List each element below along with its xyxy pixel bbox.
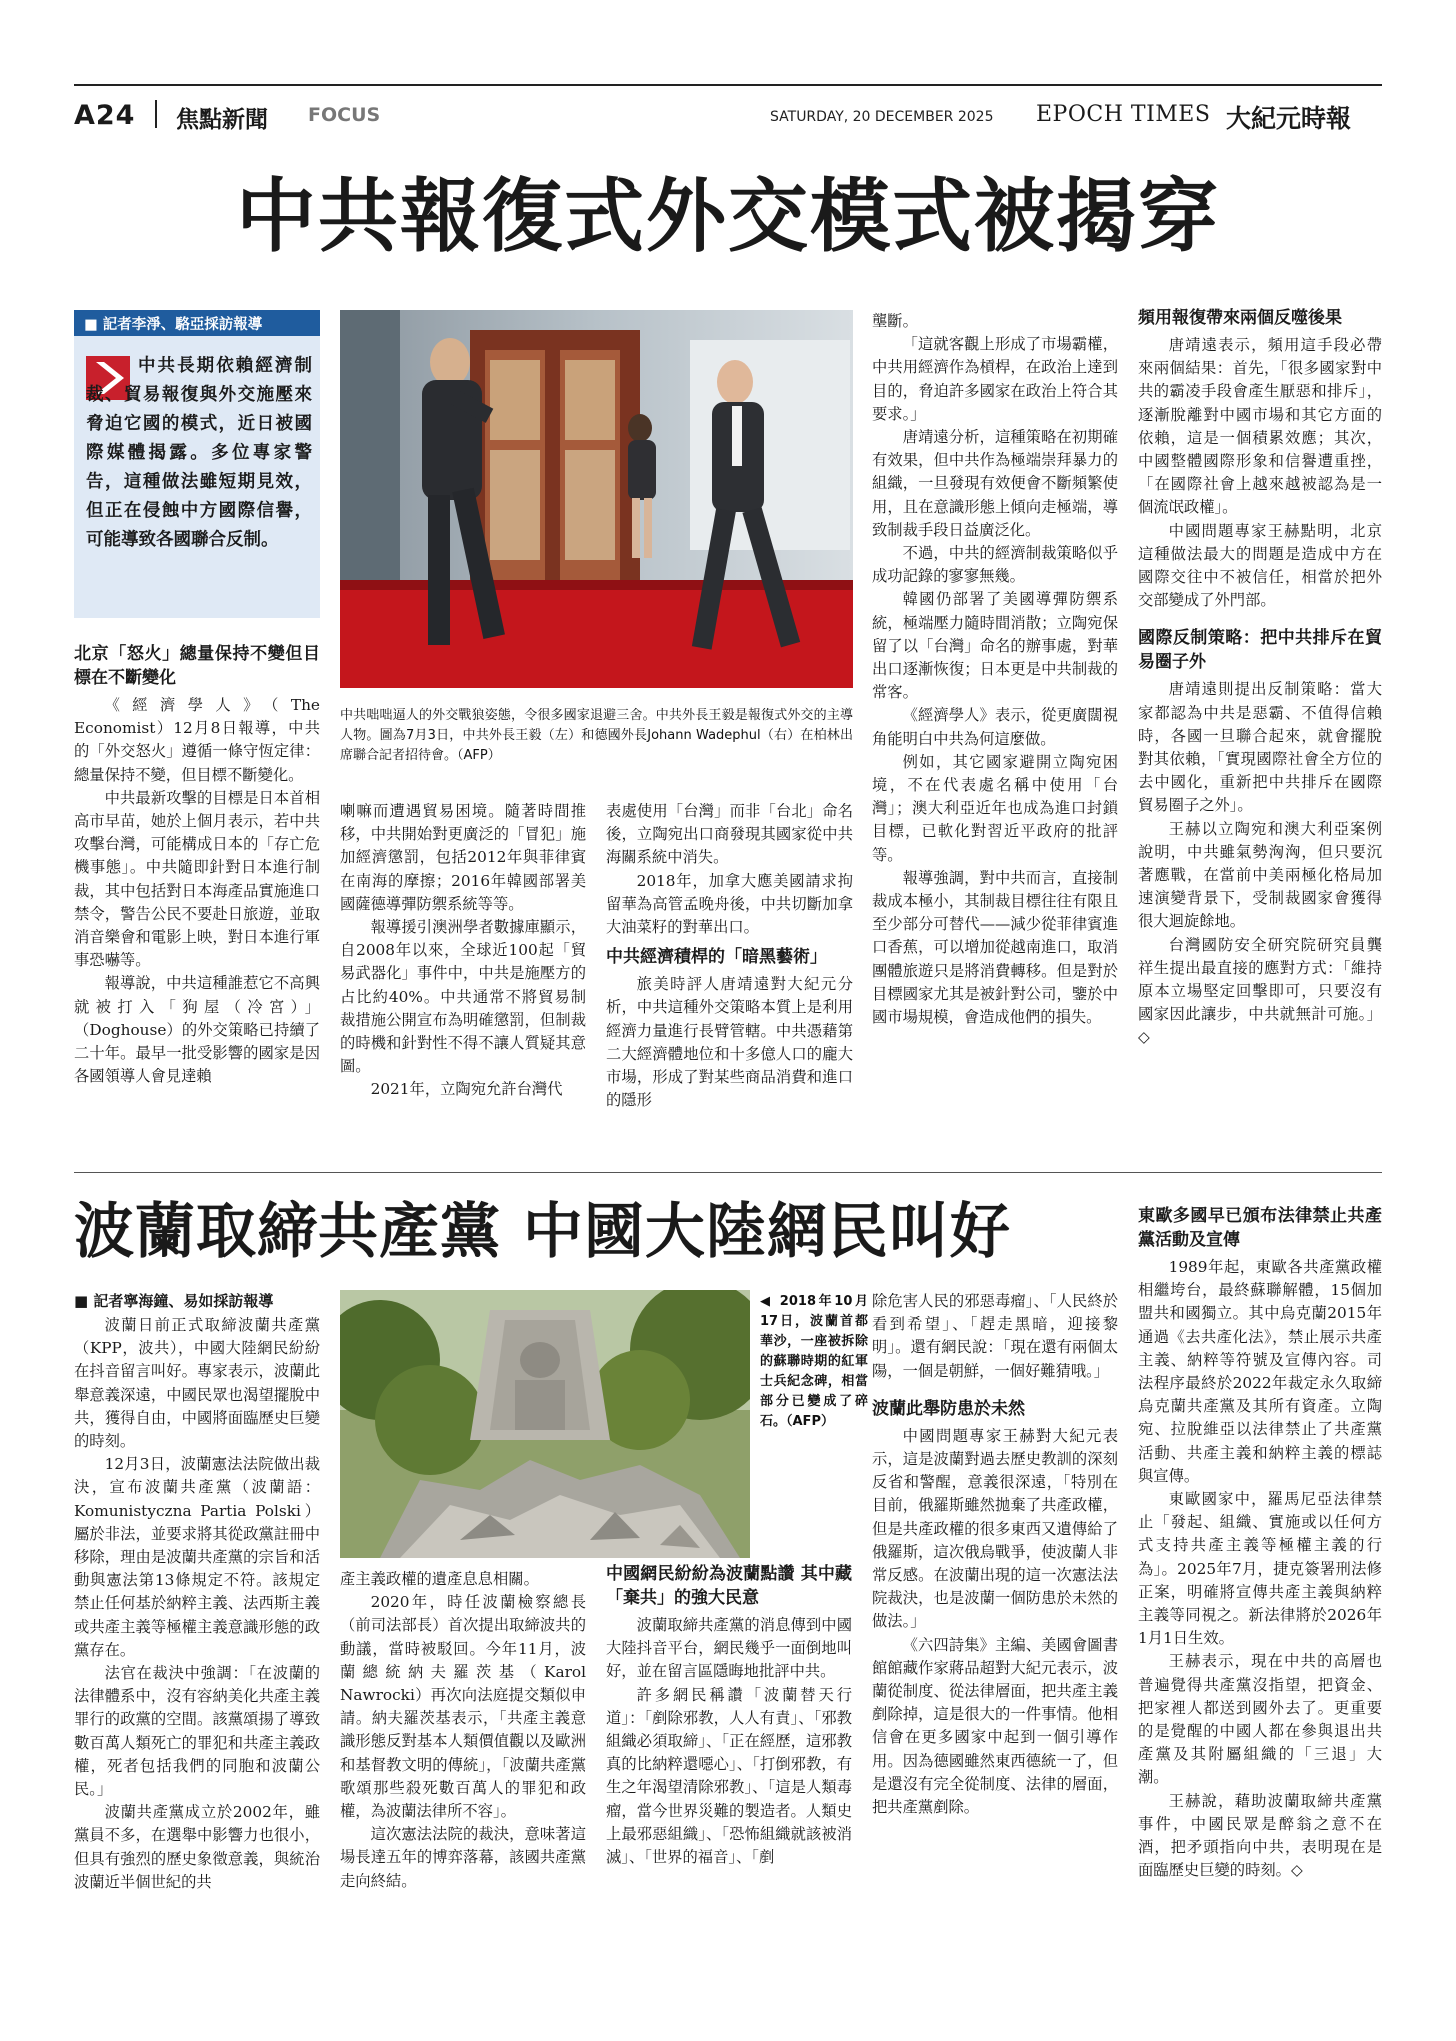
paragraph: 2018年，加拿大應美國請求拘留華為高管孟晚舟後，中共切斷加拿大油菜籽的對華出口。 bbox=[606, 871, 853, 937]
story1-lead: 中共長期依賴經濟制裁、貿易報復與外交施壓來脅迫它國的模式，近日被國際媒體揭露。多位專家警告，這種做法雖短期見效，但正在侵蝕中方國際信譽，可能導致各國聯合反制。 bbox=[86, 356, 312, 550]
paragraph: 中共最新攻擊的目標是日本首相高市早苗，她於上個月表示，若中共攻擊台灣，可能構成日本的「存亡危機事態」。中共隨即針對日本進行制裁，其中包括對日本海產品實施進口禁令，警告公民不要赴日旅遊，並取消音樂會和電影上映，對日本進行軍事恐嚇等。 bbox=[74, 788, 320, 970]
paragraph: 《六四詩集》主編、美國會圖書館館藏作家蔣品超對大紀元表示，波蘭從制度、從法律層面，把共產主義剷除掉，這是很大的一件事情。他相信會在更多國家中起到一個引導作用。因為德國雖然東西德統一了，但是還沒有完全從制度、法律的層面，把共產黨剷除。 bbox=[872, 1635, 1118, 1817]
story2-headline: 波蘭取締共產黨 中國大陸網民叫好 bbox=[74, 1197, 1011, 1267]
story1-subhead-4: 國際反制策略：把中共排斥在貿易圈子外 bbox=[1138, 628, 1382, 673]
paragraph: 「這就客觀上形成了市場霸權，中共用經濟作為槓桿，在政治上達到目的，脅迫許多國家在政治上符合其要求。」 bbox=[872, 335, 1118, 423]
paragraph: 《經濟學人》（The Economist）12月8日報導，中共的「外交怒火」遵循一條守恆定律：總量保持不變，但目標不斷變化。 bbox=[74, 696, 320, 784]
paragraph: 韓國仍部署了美國導彈防禦系統，極端壓力隨時間消散；立陶宛保留了以「台灣」命名的辦事處，對華出口逐漸恢復；日本更是中共制裁的常客。 bbox=[872, 590, 1118, 702]
paragraph: 2020年，時任波蘭檢察總長（前司法部長）首次提出取締波共的動議，當時被駁回。今年11月，波蘭總統納夫羅茨基（Karol Nawrocki）再次向法庭提交類似申請。納夫羅茨基表示，「共產主義意識形態反對基本人類價值觀以及歐洲和基督教文明的傳統」，「波蘭共產黨歌頌那些殺死數百萬人的罪犯和政權，為波蘭法律所不容」。 bbox=[340, 1593, 586, 1821]
issue-date: SATURDAY, 20 DECEMBER 2025 bbox=[770, 109, 994, 125]
story1-subhead-2: 中共經濟積桿的「暗黑藝術」 bbox=[606, 947, 827, 968]
paragraph: 例如，其它國家避開立陶宛困境，不在代表處名稱中使用「台灣」；澳大利亞近年也成為進口封鎖目標，已軟化對習近平政府的批評等。 bbox=[872, 752, 1118, 864]
paragraph: 壟斷。 bbox=[872, 312, 918, 330]
header-top-rule bbox=[74, 84, 1382, 86]
masthead-zh: 大紀元時報 bbox=[1226, 104, 1352, 133]
paragraph: 許多網民稱讚「波蘭替天行道」：「剷除邪教，人人有責」、「邪教組織必須取締」、「正在經歷，這邪教真的比納粹還噁心」、「打倒邪教，有生之年渴望清除邪教」、「這是人類毒瘤，當今世界災難的製造者。人類史上最邪惡組織」、「恐怖組織就該被消滅」、「世界的福音」、「剷 bbox=[606, 1685, 852, 1867]
section-name-en: FOCUS bbox=[308, 104, 381, 126]
story1-col3 bbox=[606, 800, 853, 1162]
paragraph: 王赫說，藉助波蘭取締共產黨事件，中國民眾是醉翁之意不在酒，把矛頭指向中共，表明現在是面臨歷史巨變的時刻。◇ bbox=[1138, 1791, 1382, 1880]
masthead-en: EPOCH TIMES bbox=[1036, 102, 1211, 127]
paragraph: 台灣國防安全研究院研究員龔祥生提出最直接的應對方式：「維持原本立場堅定回擊即可，只要沒有國家因此讓步，中共就無計可施。」◇ bbox=[1138, 935, 1382, 1047]
story2-subhead-2: 波蘭此舉防患於未然 bbox=[872, 1398, 1025, 1419]
story2-col3 bbox=[606, 1562, 852, 2004]
paragraph: 除危害人民的邪惡毒瘤」、「人民終於看到希望」、「趕走黑暗，迎接黎明」。還有網民說：「現在還有兩個太陽，一個是朝鮮，一個好難猜哦。」 bbox=[872, 1292, 1118, 1380]
story1-subhead-3: 頻用報復帶來兩個反噬後果 bbox=[1138, 308, 1342, 328]
paragraph: 不過，中共的經濟制裁策略似乎成功記錄的寥寥無幾。 bbox=[872, 544, 1118, 586]
story1-col1 bbox=[74, 642, 320, 1162]
story1-subhead-1: 北京「怒火」總量保持不變但目標在不斷變化 bbox=[74, 644, 320, 688]
story2-subhead-1: 中國網民紛紛為波蘭點讚 其中藏「棄共」的強大民意 bbox=[606, 1564, 852, 1608]
paragraph: 《經濟學人》表示，從更廣闊視角能明白中共為何這麼做。 bbox=[872, 706, 1118, 748]
paragraph: 2021年，立陶宛允許台灣代 bbox=[370, 1080, 563, 1099]
story1-photo bbox=[340, 310, 853, 688]
story1-headline: 中共報復式外交模式被揭穿 bbox=[236, 169, 1220, 263]
paragraph: 唐靖遠則提出反制策略：當大家都認為中共是惡霸、不值得信賴時，各國一旦聯合起來，就會擺脫對其依賴，「實現國際社會全方位的去中國化，重新把中共排斥在國際貿易圈子之外」。 bbox=[1138, 680, 1382, 815]
paragraph: 法官在裁決中強調：「在波蘭的法律體系中，沒有容納美化共產主義罪行的政黨的空間。該黨頌揚了導致數百萬人類死亡的罪犯和共產主義政權，死者包括我們的同胞和波蘭公民。」 bbox=[74, 1664, 320, 1799]
header-divider bbox=[155, 100, 157, 128]
story2-photo bbox=[340, 1290, 750, 1558]
paragraph: 王赫表示，現在中共的高層也普遍覺得共產黨沒指望，把資金、把家裡人都送到國外去了。更重要的是覺醒的中國人都在參與退出共產黨及其附屬組織的「三退」大潮。 bbox=[1138, 1652, 1382, 1787]
paragraph: 波蘭日前正式取締波蘭共產黨（KPP，波共），中國大陸網民紛紛在抖音留言叫好。專家表示，波蘭此舉意義深遠，中國民眾也渴望擺脫中共，獲得自由，中國將面臨歷史巨變的時刻。 bbox=[74, 1316, 320, 1451]
paragraph: 報導援引澳洲學者數據庫顯示，自2008年以來，全球近100起「貿易武器化」事件中，中共是施壓方的占比約40%。中共通常不將貿易制裁措施公開宣布為明確懲罰，但制裁的時機和針對性不得不讓人質疑其意圖。 bbox=[340, 918, 586, 1076]
story1-photo-caption: 中共咄咄逼人的外交戰狼姿態，令很多國家退避三舍。中共外長王毅是報復式外交的主導人物。圖為7月3日，中共外長王毅（左）和德國外長Johann Wadephul（右）在柏林出席聯合記者招待會。（AFP） bbox=[340, 708, 853, 763]
paragraph: 旅美時評人唐靖遠對大紀元分析，中共這種外交策略本質上是利用經濟力量進行長臂管轄。中共憑藉第二大經濟體地位和十多億人口的龐大市場，形成了對某些商品消費和進口的隱形 bbox=[606, 975, 853, 1110]
section-name: 焦點新聞 bbox=[176, 107, 268, 133]
story1-col5 bbox=[1138, 306, 1382, 1162]
story2-col4 bbox=[872, 1290, 1118, 2004]
paragraph: 王赫以立陶宛和澳大利亞案例說明，中共雖氣勢洶洶，但只要沉著應戰，在當前中美兩極化格局加速演變背景下，受制裁國家會獲得很大迴旋餘地。 bbox=[1138, 819, 1382, 931]
story1-col4 bbox=[872, 310, 1118, 1162]
paragraph: 12月3日，波蘭憲法法院做出裁決，宣布波蘭共產黨（波蘭語：Komunistyczna Partia Polski）屬於非法，並要求將其從政黨註冊中移除，理由是波蘭共產黨的宗旨和活動與憲法第13條規定不符。該規定禁止任何基於納粹主義、法西斯主義或共產主義等極權主義意識形態的政黨存在。 bbox=[74, 1455, 320, 1659]
paragraph: 產主義政權的遺產息息相關。 bbox=[340, 1570, 539, 1588]
story-divider bbox=[74, 1172, 1382, 1173]
story2-photo-caption: ◀ 2018年10月17日，波蘭首都華沙，一座被拆除的蘇聯時期的紅軍士兵紀念碑，相當部分已變成了碎石。（AFP） bbox=[760, 1294, 868, 1429]
paragraph: 喇嘛而遭遇貿易困境。隨著時間推移，中共開始對更廣泛的「冒犯」施加經濟懲罰，包括2012年與菲律賓在南海的摩擦；2016年韓國部署美國薩德導彈防禦系統等等。 bbox=[340, 802, 586, 913]
paragraph: 報導強調，對中共而言，直接制裁成本極小，其制裁目標往往有限且至少部分可替代——減少從菲律賓進口香蕉，可以增加從越南進口，取消團體旅遊只是將消費轉移。但是對於目標國家尤其是被針對公司，鑒於中國市場規模，會造成他們的損失。 bbox=[872, 868, 1118, 1027]
paragraph: 表處使用「台灣」而非「台北」命名後，立陶宛出口商發現其國家從中共海關系統中消失。 bbox=[606, 802, 853, 867]
paragraph: 唐靖遠表示，頻用這手段必帶來兩個結果：首先，「很多國家對中共的霸凌手段會產生厭惡和排斥」，逐漸脫離對中國市場和其它方面的依賴，這是一個積累效應；其次，中國整體國際形象和信譽遭重挫，「在國際社會上越來越被認為是一個流氓政權」。 bbox=[1138, 336, 1382, 517]
story2-col1 bbox=[74, 1314, 320, 2004]
paragraph: 這次憲法法院的裁決，意味著這場長達五年的博弈落幕，該國共產黨走向終結。 bbox=[340, 1825, 586, 1890]
page-number: A24 bbox=[74, 100, 136, 131]
story1-col2 bbox=[340, 800, 586, 1162]
story2-col2 bbox=[340, 1568, 586, 2004]
paragraph: 1989年起，東歐各共產黨政權相繼垮台，最終蘇聯解體，15個加盟共和國獨立。其中烏克蘭2015年通過《去共產化法》，禁止展示共產主義、納粹等符號及宣傳內容。司法程序最終於2022年裁定永久取締烏克蘭共產黨及其所有資產。立陶宛、拉脫維亞以法律禁止了共產黨活動、共產主義和納粹主義的標誌與宣傳。 bbox=[1138, 1258, 1382, 1485]
paragraph: 波蘭取締共產黨的消息傳到中國大陸抖音平台，網民幾乎一面倒地叫好，並在留言區隱晦地批評中共。 bbox=[606, 1616, 852, 1681]
paragraph: 東歐國家中，羅馬尼亞法律禁止「發起、組織、實施或以任何方式支持共產主義等極權主義的行為」。2025年7月，捷克簽署刑法修正案，明確將宣傳共產主義與納粹主義等同視之。新法律將於2026年1月1日生效。 bbox=[1138, 1490, 1382, 1648]
paragraph: 波蘭共產黨成立於2002年，雖黨員不多，在選舉中影響力也很小，但具有強烈的歷史象徵意義，與統治波蘭近半個世紀的共 bbox=[74, 1803, 320, 1891]
story2-subhead-3: 東歐多國早已頒布法律禁止共產黨活動及宣傳 bbox=[1138, 1206, 1382, 1250]
paragraph: 中國問題專家王赫點明，北京這種做法最大的問題是造成中方在國際交往中不被信任，相當於把外交部變成了外門部。 bbox=[1138, 521, 1382, 610]
paragraph: 中國問題專家王赫對大紀元表示，這是波蘭對過去歷史教訓的深刻反省和警醒，意義很深遠，「特別在目前，俄羅斯雖然拋棄了共產政權，但是共產政權的很多東西又遺傳給了俄羅斯，這次俄烏戰爭，使波蘭人非常反感。在波蘭出現的這一次憲法法院裁決，也是波蘭一個防患於未然的做法。」 bbox=[872, 1426, 1118, 1631]
story2-col5 bbox=[1138, 1204, 1382, 2004]
story1-byline: ■ 記者李淨、駱亞採訪報導 bbox=[84, 317, 263, 333]
story2-byline: ■ 記者寧海鐘、易如採訪報導 bbox=[74, 1292, 274, 1310]
paragraph: 報導說，中共這種誰惹它不高興就被打入「狗屋（冷宮）」（Doghouse）的外交策略已持續了二十年。最早一批受影響的國家是因各國領導人會見達賴 bbox=[74, 974, 320, 1086]
paragraph: 唐靖遠分析，這種策略在初期確有效果，但中共作為極端崇拜暴力的組織，一旦發現有效便會不斷頻繁使用，且在意識形態上傾向走極端，導致制裁手段日益廣泛化。 bbox=[872, 428, 1118, 539]
